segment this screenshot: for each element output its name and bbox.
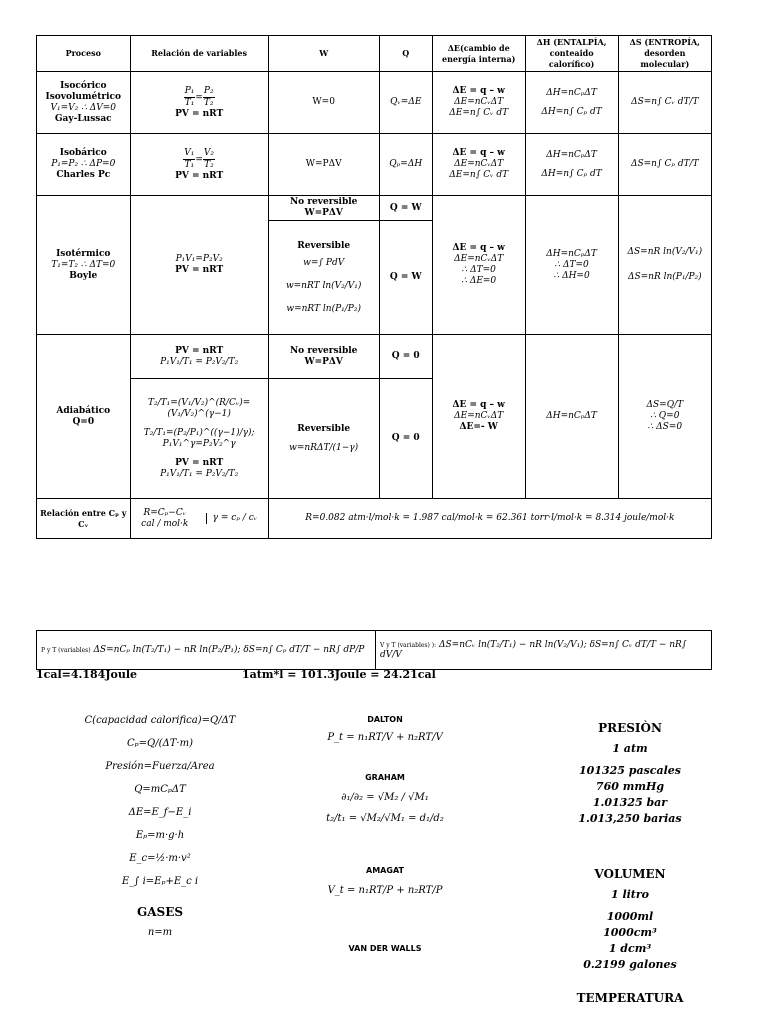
pv-law: PV = nRT bbox=[175, 457, 224, 468]
de-line: ΔE=nCᵥΔT bbox=[454, 159, 504, 169]
row-isotermico-nr bbox=[37, 196, 712, 221]
amagat-title: AMAGAT bbox=[366, 866, 404, 875]
conversion-cal: 1cal=4.184Joule bbox=[36, 668, 138, 681]
cell-relacion-label: Relación entre Cₚ y Cᵥ bbox=[37, 499, 131, 539]
cell-relacion-r bbox=[130, 499, 268, 539]
volumen-title: VOLUMEN bbox=[594, 867, 666, 881]
r-label: Reversible bbox=[297, 423, 351, 434]
cell-relacion-top bbox=[130, 335, 268, 379]
presion-value: 1.013,250 barias bbox=[578, 812, 682, 825]
conversion-atm: 1atm*l = 101.3Joule = 24.21cal bbox=[242, 668, 436, 681]
pt-label: P y T (variables) bbox=[41, 647, 91, 654]
cell-relacion: $\frac{\text{V₁}}{\text{T₁}}$ = $\frac{\text{V₂}}{\text{T₂}}$ PV = nRT bbox=[130, 134, 268, 196]
formula: Presión=Fuerza/Area bbox=[105, 761, 215, 772]
dh-line: ΔH=nCₚΔT bbox=[546, 87, 597, 98]
cell-proceso bbox=[37, 335, 131, 499]
pt-equation: ΔS=nCₚ ln(T₂/T₁) − nR ln(P₂/P₁); δS=n∫ Cₚ dT/T − nR∫ dP/P bbox=[93, 645, 365, 655]
cell-dh bbox=[525, 134, 618, 196]
cell-q: Qᵥ=ΔE bbox=[379, 72, 432, 134]
de-line: ΔE=n∫ Cᵥ dT bbox=[449, 170, 509, 180]
dalton-title: DALTON bbox=[367, 715, 403, 724]
cell-q-nr: Q = 0 bbox=[379, 335, 432, 379]
header-ds: ΔS (ENTROPÍA, desorden molecular) bbox=[618, 36, 711, 72]
process-condition: P₁=P₂ ∴ ΔP=0 bbox=[51, 159, 116, 169]
ds-line: ΔS=nR ln(P₁/P₂) bbox=[627, 272, 702, 282]
process-condition: Q=0 bbox=[72, 416, 95, 427]
de-line: ΔE=nCᵥΔT bbox=[454, 254, 504, 264]
gas-laws bbox=[300, 715, 470, 953]
volumen-value: 0.2199 galones bbox=[583, 958, 677, 971]
r-label: Reversible bbox=[297, 240, 351, 251]
formula: E_∫ i=Eₚ+E_c i bbox=[121, 876, 199, 887]
cell-w: W=0 bbox=[268, 72, 379, 134]
ds-line: ∴ ΔS=0 bbox=[647, 422, 683, 432]
ds-line: ΔS=Q/T bbox=[646, 400, 684, 410]
de-line: ΔE = q – w bbox=[452, 86, 505, 96]
cell-q-r: Q = 0 bbox=[379, 379, 432, 499]
cell-de bbox=[432, 196, 525, 335]
process-name: Adiabático bbox=[56, 405, 111, 416]
de-line: ∴ ΔE=0 bbox=[461, 276, 497, 286]
formula: E_c=½·m·v² bbox=[129, 853, 191, 864]
unit-conversions bbox=[530, 715, 730, 1005]
formula: ΔE=E_f−E_i bbox=[128, 807, 192, 818]
r-w: w=nRΔT/(1−γ) bbox=[289, 442, 359, 453]
pv-law: PV = nRT bbox=[175, 345, 224, 356]
nr-w: W=PΔV bbox=[304, 356, 343, 367]
process-name-alt: Isovolumétrico bbox=[45, 91, 122, 102]
formula: Eₚ=m·g·h bbox=[135, 830, 185, 841]
header-dh: ΔH (ENTALPÍA, conteaido calorífico) bbox=[525, 36, 618, 72]
cell-relacion bbox=[130, 196, 268, 335]
header-w: W bbox=[268, 36, 379, 72]
pv-law: PV = nRT bbox=[175, 170, 224, 181]
temperatura-title: TEMPERATURA bbox=[576, 991, 684, 1005]
de-line: ΔE = q – w bbox=[452, 148, 505, 158]
rel-line: P₁V₁/T₁ = P₂V₂/T₂ bbox=[160, 468, 239, 479]
vdw-title: VAN DER WALLS bbox=[348, 944, 422, 953]
header-de: ΔE(cambio de energía interna) bbox=[432, 36, 525, 72]
cell-dh bbox=[525, 196, 618, 335]
graham-title: GRAHAM bbox=[365, 773, 405, 782]
r-formula: R=Cₚ−Cᵥ bbox=[143, 507, 187, 518]
dalton-formula: P_t = n₁RT/V + n₂RT/V bbox=[327, 732, 443, 743]
cell-relacion: $\frac{\text{P₁}}{\text{T₁}}$ = $\frac{\text{P₂}}{\text{T₂}}$ PV = nRT bbox=[130, 72, 268, 134]
cell-w-nr bbox=[268, 196, 379, 221]
process-name: Isocórico bbox=[60, 80, 107, 91]
nr-w: W=PΔV bbox=[304, 208, 343, 218]
de-line: ΔE=n∫ Cᵥ dT bbox=[449, 108, 509, 118]
gases-title: GASES bbox=[136, 905, 184, 919]
rel-line: P₁V₁=P₂V₂ bbox=[175, 254, 223, 264]
gamma-formula: γ = cₚ / cᵥ bbox=[206, 513, 257, 524]
rel-line: T₂/T₁=(V₁/V₂)^(R/Cᵥ)=(V₁/V₂)^(γ−1) bbox=[148, 397, 251, 419]
cell-w-r bbox=[268, 221, 379, 335]
cell-ds: ΔS=n∫ Cᵥ dT/T bbox=[618, 72, 711, 134]
process-name: Isobárico bbox=[59, 148, 107, 158]
cell-w-r bbox=[268, 379, 379, 499]
cell-proceso bbox=[37, 72, 131, 134]
r-w: w=nRT ln(P₁/P₂) bbox=[286, 303, 361, 314]
nr-label: No reversible bbox=[289, 345, 358, 356]
pv-law: PV = nRT bbox=[175, 108, 224, 119]
ds-line: ΔS=nR ln(V₂/V₁) bbox=[627, 247, 703, 257]
header-q: Q bbox=[379, 36, 432, 72]
de-line: ΔE = q – w bbox=[452, 400, 505, 410]
r-w: w=∫ PdV bbox=[303, 257, 345, 268]
cell-relacion-bottom bbox=[130, 379, 268, 499]
row-relacion bbox=[37, 499, 712, 539]
r-units: cal / mol·k bbox=[141, 518, 189, 529]
row-adiabatico-nr bbox=[37, 335, 712, 379]
ds-line: ∴ Q=0 bbox=[650, 411, 680, 421]
table-header-row bbox=[37, 36, 712, 72]
de-line: ΔE=nCᵥΔT bbox=[454, 411, 504, 421]
formula: Q=mCₚΔT bbox=[134, 784, 186, 795]
thermo-table bbox=[36, 35, 712, 539]
graham-formula: ∂₁/∂₂ = √M₂ / √M₁ bbox=[341, 792, 429, 803]
dh-line: ΔH=n∫ Cₚ dT bbox=[541, 168, 602, 179]
cell-w-nr bbox=[268, 335, 379, 379]
row-isocorico bbox=[37, 72, 712, 134]
cell-q-r: Q = W bbox=[379, 221, 432, 335]
volumen-value: 1000cm³ bbox=[603, 926, 657, 939]
cell-de bbox=[432, 72, 525, 134]
process-condition: T₁=T₂ ∴ ΔT=0 bbox=[51, 259, 116, 270]
de-line: ΔE=nCᵥΔT bbox=[454, 97, 504, 107]
cell-dh bbox=[525, 72, 618, 134]
entropy-pt bbox=[37, 631, 376, 670]
cell-ds: ΔS=n∫ Cₚ dT/T bbox=[618, 134, 711, 196]
volumen-base: 1 litro bbox=[610, 888, 650, 901]
dh-line: ∴ ΔT=0 bbox=[554, 259, 589, 270]
row-isobarico bbox=[37, 134, 712, 196]
rel-line: P₁V₁/T₁ = P₂V₂/T₂ bbox=[160, 356, 239, 367]
entropy-row bbox=[37, 631, 712, 670]
rel-line: T₂/T₁=(P₂/P₁)^((γ−1)/γ); P₁V₁^γ=P₂V₂^γ bbox=[143, 427, 255, 449]
cell-r-values: R=0.082 atm·l/mol·k = 1.987 cal/mol·k = 62.361 torr·l/mol·k = 8.314 joule/mol·k bbox=[268, 499, 711, 539]
presion-value: 101325 pascales bbox=[579, 764, 681, 777]
vt-label: V y T (variables) ): bbox=[380, 642, 437, 649]
process-name: Isotérmico bbox=[56, 248, 111, 259]
cell-proceso bbox=[37, 134, 131, 196]
cell-q: Qₚ=ΔH bbox=[379, 134, 432, 196]
left-formulas bbox=[60, 715, 260, 938]
volumen-value: 1 dcm³ bbox=[608, 942, 652, 955]
presion-base: 1 atm bbox=[612, 742, 648, 755]
formula: C(capacidad calorifica)=Q/ΔT bbox=[84, 715, 236, 726]
gases-formula: n=m bbox=[147, 927, 173, 938]
volumen-value: 1000ml bbox=[606, 910, 654, 923]
presion-value: 760 mmHg bbox=[595, 780, 665, 793]
cell-de bbox=[432, 134, 525, 196]
header-proceso: Proceso bbox=[37, 36, 131, 72]
cell-de bbox=[432, 335, 525, 499]
dh-line: ΔH=n∫ Cₚ dT bbox=[541, 106, 602, 117]
cell-dh: ΔH=nCₚΔT bbox=[525, 335, 618, 499]
graham-formula: t₂/t₁ = √M₂/√M₁ = d₁/d₂ bbox=[326, 813, 444, 824]
formula: Cₚ=Q/(ΔT·m) bbox=[127, 738, 193, 749]
process-condition: V₁=V₂ ∴ ΔV=0 bbox=[50, 102, 116, 113]
process-law: Charles Pc bbox=[56, 170, 111, 180]
de-line: ΔE=- W bbox=[459, 422, 498, 432]
cell-proceso bbox=[37, 196, 131, 335]
process-law: Gay-Lussac bbox=[54, 113, 112, 124]
de-line: ∴ ΔT=0 bbox=[461, 265, 496, 275]
entropy-table bbox=[36, 630, 712, 670]
dh-line: ΔH=nCₚΔT bbox=[546, 149, 597, 160]
pv-law: PV = nRT bbox=[175, 265, 224, 275]
presion-value: 1.01325 bar bbox=[592, 796, 668, 809]
vt-equation: ΔS=nCᵥ ln(T₂/T₁) − nR ln(V₂/V₁); δS=n∫ Cᵥ dT/T − nR∫ dV/V bbox=[380, 640, 687, 660]
cell-ds bbox=[618, 335, 711, 499]
r-w: w=nRT ln(V₂/V₁) bbox=[285, 280, 362, 291]
de-line: ΔE = q – w bbox=[452, 243, 505, 253]
presion-title: PRESIÒN bbox=[598, 721, 662, 735]
header-relacion: Relación de variables bbox=[130, 36, 268, 72]
nr-label: No reversible bbox=[289, 197, 358, 207]
entropy-vt bbox=[376, 631, 712, 670]
amagat-formula: V_t = n₁RT/P + n₂RT/P bbox=[327, 885, 443, 896]
cell-w: W=PΔV bbox=[268, 134, 379, 196]
process-law: Boyle bbox=[69, 270, 98, 281]
dh-line: ΔH=nCₚΔT bbox=[546, 248, 597, 259]
cell-q-nr: Q = W bbox=[379, 196, 432, 221]
cell-ds bbox=[618, 196, 711, 335]
dh-line: ∴ ΔH=0 bbox=[553, 270, 590, 281]
